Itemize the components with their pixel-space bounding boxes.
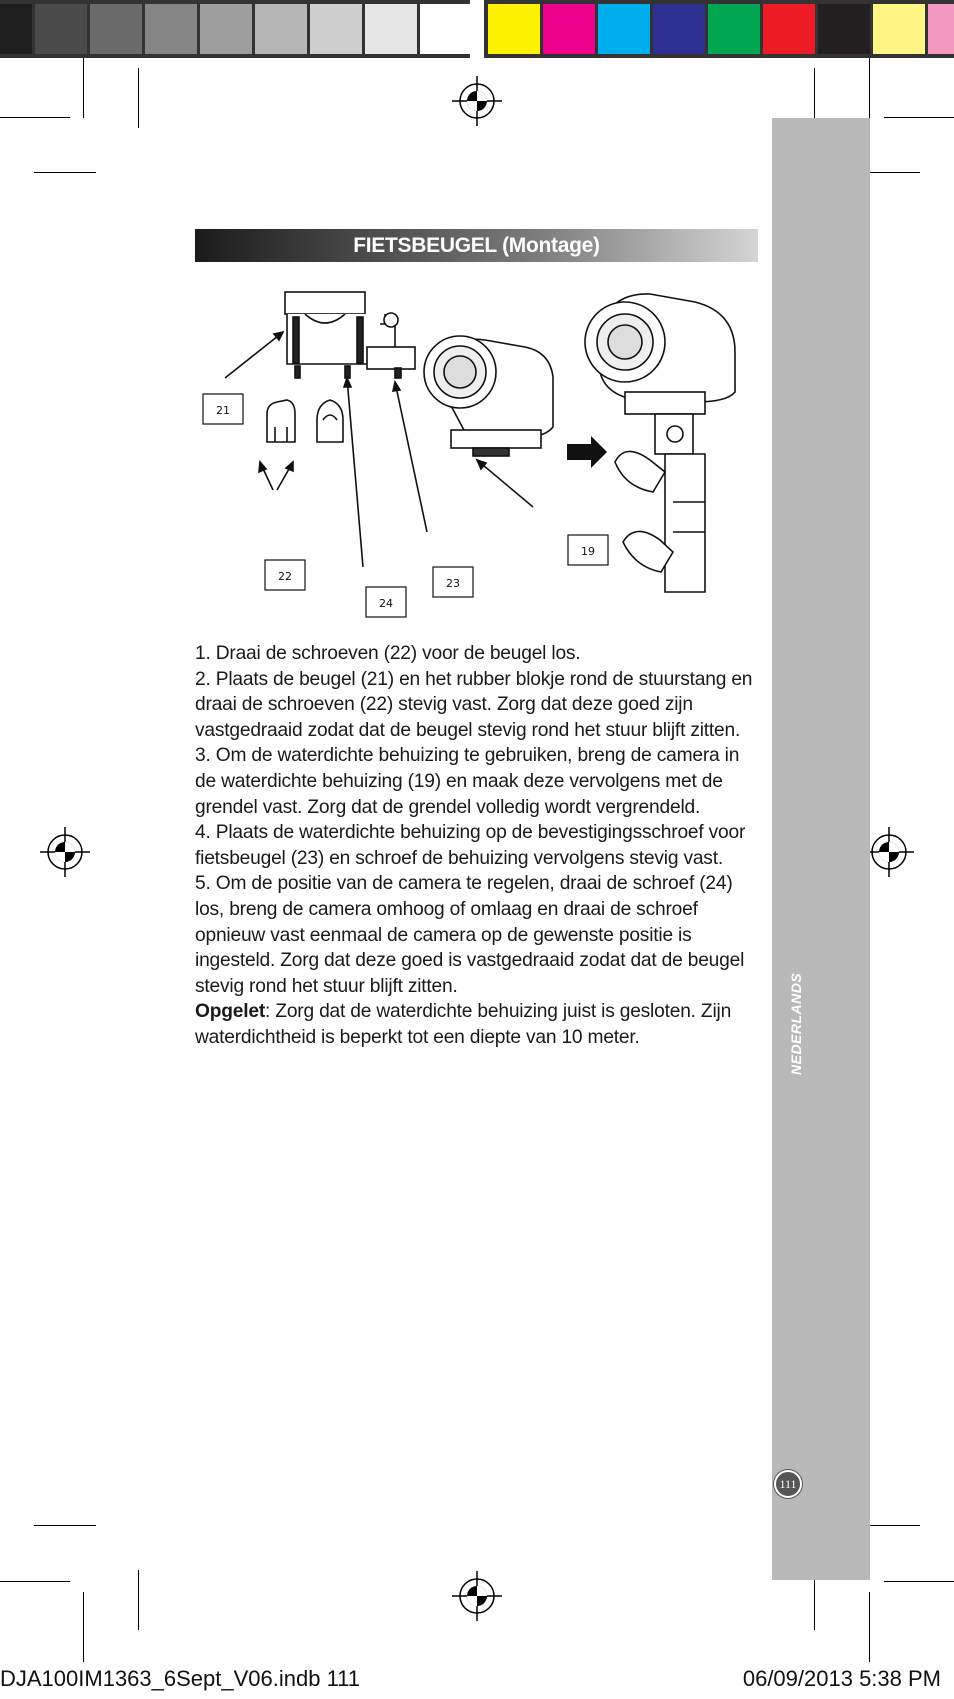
- crop-mark: [0, 117, 70, 118]
- color-swatch: [873, 4, 925, 54]
- color-swatch: [708, 4, 760, 54]
- callout-21-label: 21: [216, 404, 230, 417]
- step-3: 3. Om de waterdichte behuizing te gebruiken, breng de camera in de waterdichte behuizing (19) en maak deze vervolgens met de grendel vast. Zorg dat de grendel volledig wordt vergrendeld.: [195, 745, 740, 818]
- color-swatch: [543, 4, 595, 54]
- page-number-badge: 111: [774, 1470, 802, 1498]
- step-4: 4. Plaats de waterdichte behuizing op de bevestigingsschroef voor fietsbeugel (23) en schroef de behuizing vervolgens stevig vast.: [195, 822, 746, 869]
- step-1: 1. Draai de schroeven (22) voor de beugel los.: [195, 643, 581, 664]
- crop-mark: [138, 68, 139, 128]
- gray-swatch: [35, 4, 87, 54]
- crop-mark: [869, 1592, 870, 1662]
- warning-text: : Zorg dat de waterdichte behuizing juist is gesloten. Zijn waterdichtheid is beperkt tot een diepte van 10 meter.: [195, 1001, 732, 1048]
- color-swatch: [598, 4, 650, 54]
- bike-mount-illustration: [195, 282, 758, 622]
- gray-swatch: [365, 4, 417, 54]
- arrow-icon: [567, 436, 607, 468]
- gray-swatch: [310, 4, 362, 54]
- callout-23-label: 23: [446, 577, 460, 590]
- section-title: FIETSBEUGEL (Montage): [353, 234, 600, 257]
- warning-label: Opgelet: [195, 1001, 266, 1023]
- language-sidebar: [772, 118, 870, 1580]
- registration-mark-icon: [40, 827, 90, 877]
- registration-mark-icon: [452, 76, 502, 126]
- gray-swatch: [90, 4, 142, 54]
- bracket-21-drawing: [285, 292, 415, 378]
- step-5: 5. Om de positie van de camera te regelen, draai de schroef (24) los, breng de camera omhoog of omlaag en draai de schroef opnieuw vast eenmaal de camera op de gewenste positie is ingesteld. Zorg dat deze goed is vastgedraaid zodat dat de beugel stevig rond het stuur blijft zitten.: [195, 873, 745, 997]
- footer-filename: DJA100IM1363_6Sept_V06.indb 111: [0, 1666, 361, 1691]
- instructions-text: [195, 641, 765, 1051]
- registration-mark-icon: [452, 1571, 502, 1621]
- crop-mark: [83, 58, 84, 118]
- color-swatch: [653, 4, 705, 54]
- callout-22-label: 22: [278, 570, 292, 583]
- step-2: 2. Plaats de beugel (21) en het rubber blokje rond de stuurstang en draai de schroeven (22) stevig vast. Zorg dat deze goed zijn vastgedraaid zodat dat de beugel stevig rond het stuur blijft zitten.: [195, 668, 753, 741]
- crop-mark: [0, 1581, 70, 1582]
- color-swatch: [818, 4, 870, 54]
- callout-24-label: 24: [379, 597, 393, 610]
- crop-mark: [34, 1525, 96, 1526]
- language-label: NEDERLANDS: [788, 972, 804, 1075]
- color-swatch: [928, 4, 954, 54]
- crop-mark: [869, 58, 870, 118]
- camera-housing-19-drawing: [424, 336, 553, 456]
- callout-19-label: 19: [581, 545, 595, 558]
- crop-mark: [83, 1592, 84, 1662]
- color-swatch: [488, 4, 540, 54]
- gray-swatch: [0, 4, 32, 54]
- crop-mark: [884, 117, 954, 118]
- crop-mark: [138, 1570, 139, 1630]
- footer-datetime: 06/09/2013 5:38 PM: [742, 1666, 941, 1691]
- registration-mark-icon: [864, 827, 914, 877]
- gray-swatch: [200, 4, 252, 54]
- color-swatch: [763, 4, 815, 54]
- warning-note: [195, 999, 765, 1050]
- gray-swatch: [255, 4, 307, 54]
- screw-22-drawing: [267, 400, 343, 442]
- gray-swatch: [420, 4, 472, 54]
- crop-mark: [34, 172, 96, 173]
- crop-mark: [884, 1581, 954, 1582]
- gray-swatch: [145, 4, 197, 54]
